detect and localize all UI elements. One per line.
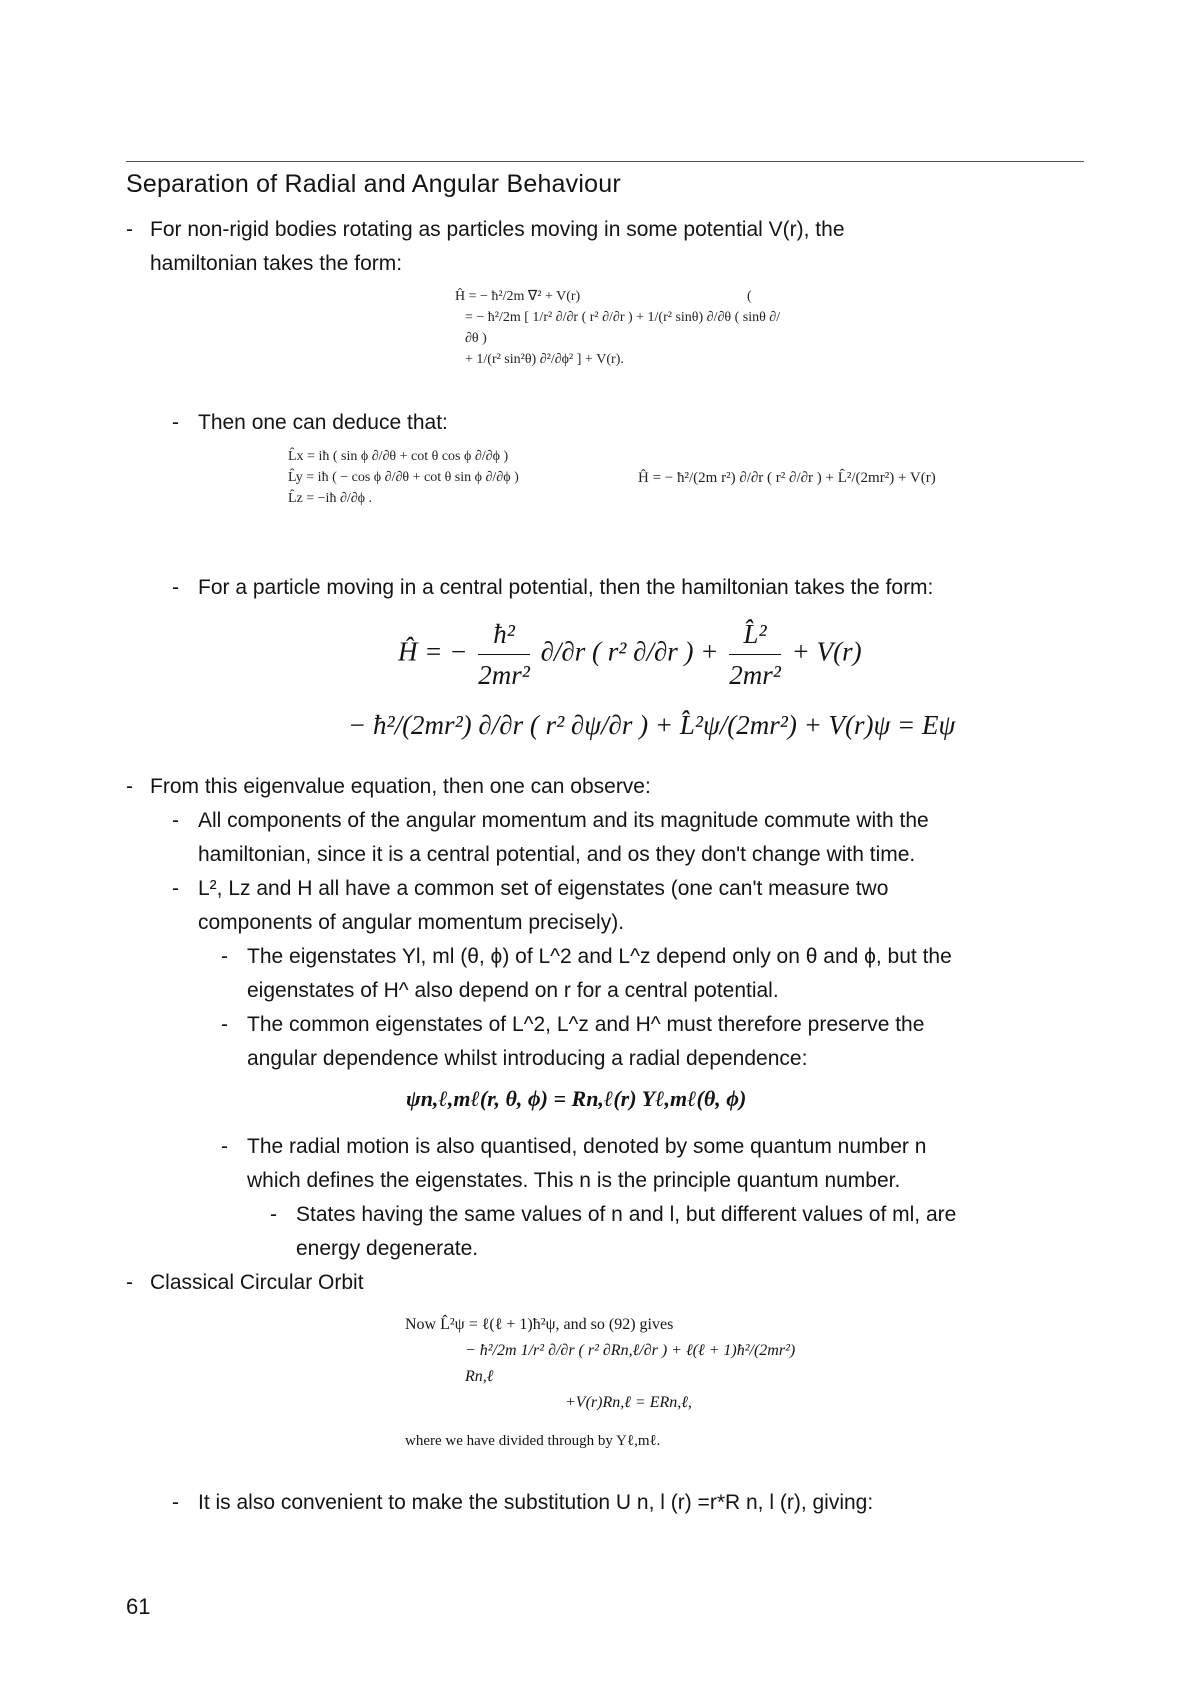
- bullet-text: The common eigenstates of L^2, L^z and H^ must therefore preserve the: [247, 1013, 925, 1036]
- fraction-numerator: ħ²: [478, 614, 530, 655]
- bullet-text: eigenstates of H^ also depend on r for a central potential.: [247, 979, 779, 1002]
- fraction-denominator: 2mr²: [478, 660, 530, 690]
- bullet-text: energy degenerate.: [296, 1237, 479, 1260]
- bullet-deduce: [172, 406, 448, 440]
- equation-line: + 1/(r² sin²θ) ∂²/∂ϕ² ] + V(r).: [465, 352, 624, 367]
- dash-marker: -: [221, 945, 228, 968]
- bullet-preserve-angular: [221, 1008, 924, 1076]
- equation-line: − ħ²/2m 1/r² ∂/∂r ( r² ∂Rn,ℓ/∂r ) + ℓ(ℓ + 1)ħ²/(2mr²) Rn,ℓ: [465, 1342, 796, 1385]
- equation-schrodinger-radial: [348, 705, 955, 745]
- bullet-text: It is also convenient to make the substitution U n, l (r) =r*R n, l (r), giving:: [198, 1491, 874, 1514]
- section-heading: Separation of Radial and Angular Behaviour: [126, 170, 621, 198]
- equation-line: +V(r)Rn,ℓ = ERn,ℓ,: [565, 1394, 692, 1411]
- bullet-text: The radial motion is also quantised, denoted by some quantum number n: [247, 1135, 927, 1158]
- equation-line: where we have divided through by Yℓ,mℓ.: [405, 1433, 661, 1449]
- equation-line: L̂y = iħ ( − cos ϕ ∂/∂θ + cot θ sin ϕ ∂/∂ϕ ): [288, 470, 519, 485]
- dash-marker: -: [221, 1013, 228, 1036]
- dash-marker: -: [172, 576, 179, 599]
- bullet-common-eigenstates: [172, 872, 888, 940]
- equation-tag: (: [747, 289, 752, 304]
- equation-fraction: [729, 614, 781, 695]
- dash-marker: -: [221, 1135, 228, 1158]
- bullet-text: From this eigenvalue equation, then one can observe:: [150, 775, 651, 798]
- equation-part: + V(r): [791, 636, 862, 667]
- bullet-text: For non-rigid bodies rotating as particles moving in some potential V(r), the: [150, 218, 845, 241]
- equation-angular-momentum-operators: [288, 446, 578, 509]
- bullet-classical-orbit: [126, 1266, 364, 1300]
- bullet-text: components of angular momentum precisely).: [198, 911, 625, 934]
- equation-line: Ĥ = − ħ²/(2m r²) ∂/∂r ( r² ∂/∂r ) + L̂²/(2mr²) + V(r): [638, 470, 936, 486]
- bullet-radial-quantised: [221, 1130, 926, 1198]
- bullet-eigenvalue-observe: [126, 770, 651, 804]
- bullet-text: Classical Circular Orbit: [150, 1271, 364, 1294]
- bullet-text: Then one can deduce that:: [198, 411, 448, 434]
- equation-hamiltonian-central-small: [638, 468, 938, 489]
- equation-fraction: [478, 614, 530, 695]
- dash-marker: -: [126, 775, 133, 798]
- bullet-text: The eigenstates Yl, ml (θ, ϕ) of L^2 and L^z depend only on θ and ϕ, but the: [247, 945, 952, 968]
- equation-hamiltonian-central: [398, 614, 862, 695]
- bullet-text: For a particle moving in a central potential, then the hamiltonian takes the form:: [198, 576, 934, 599]
- equation-line: = − ħ²/2m [ 1/r² ∂/∂r ( r² ∂/∂r ) + 1/(r² sinθ) ∂/∂θ ( sinθ ∂/∂θ ): [465, 310, 781, 346]
- dash-marker: -: [126, 218, 133, 241]
- equation-line: − ħ²/(2mr²) ∂/∂r ( r² ∂ψ/∂r ) + L̂²ψ/(2mr²) + V(r)ψ = Eψ: [348, 710, 956, 740]
- fraction-numerator: L̂²: [729, 614, 781, 655]
- bullet-eigenstates-Y: [221, 940, 952, 1008]
- bullet-hamiltonian-general: [126, 213, 845, 281]
- bullet-commute: [172, 804, 929, 872]
- dash-marker: -: [172, 1491, 179, 1514]
- equation-separable-wavefunction: [406, 1083, 746, 1115]
- dash-marker: -: [172, 809, 179, 832]
- bullet-text: which defines the eigenstates. This n is the principle quantum number.: [247, 1169, 901, 1192]
- bullet-text: L², Lz and H all have a common set of eigenstates (one can't measure two: [198, 877, 889, 900]
- equation-line: L̂x = iħ ( sin ϕ ∂/∂θ + cot θ cos ϕ ∂/∂ϕ ): [288, 449, 509, 464]
- bullet-text: States having the same values of n and l, but different values of ml, are: [296, 1203, 957, 1226]
- bullet-text: All components of the angular momentum and its magnitude commute with the: [198, 809, 929, 832]
- fraction-denominator: 2mr²: [729, 660, 781, 690]
- dash-marker: -: [172, 877, 179, 900]
- bullet-text: angular dependence whilst introducing a radial dependence:: [247, 1047, 808, 1070]
- header-rule: [126, 161, 1084, 162]
- equation-line: Now L̂²ψ = ℓ(ℓ + 1)ħ²ψ, and so (92) gives: [405, 1316, 674, 1333]
- equation-line: L̂z = −iħ ∂/∂ϕ .: [288, 491, 373, 506]
- dash-marker: -: [172, 411, 179, 434]
- equation-line: ψn,ℓ,mℓ(r, θ, ϕ) = Rn,ℓ(r) Yℓ,mℓ(θ, ϕ): [406, 1086, 747, 1111]
- dash-marker: -: [126, 1271, 133, 1294]
- equation-radial-equation: [405, 1312, 825, 1454]
- bullet-substitution: [172, 1486, 873, 1520]
- equation-hamiltonian-spherical: [455, 286, 785, 370]
- bullet-text: hamiltonian, since it is a central potential, and os they don't change with time.: [198, 843, 916, 866]
- page-number: 61: [126, 1594, 151, 1619]
- bullet-degenerate: [270, 1198, 956, 1266]
- bullet-text: hamiltonian takes the form:: [150, 252, 403, 275]
- equation-part: ∂/∂r ( r² ∂/∂r ) +: [540, 636, 719, 667]
- equation-part: Ĥ = −: [398, 636, 468, 667]
- equation-line: Ĥ = − ħ²/2m ∇² + V(r): [455, 289, 581, 304]
- bullet-central-potential: [172, 571, 933, 605]
- dash-marker: -: [270, 1203, 277, 1226]
